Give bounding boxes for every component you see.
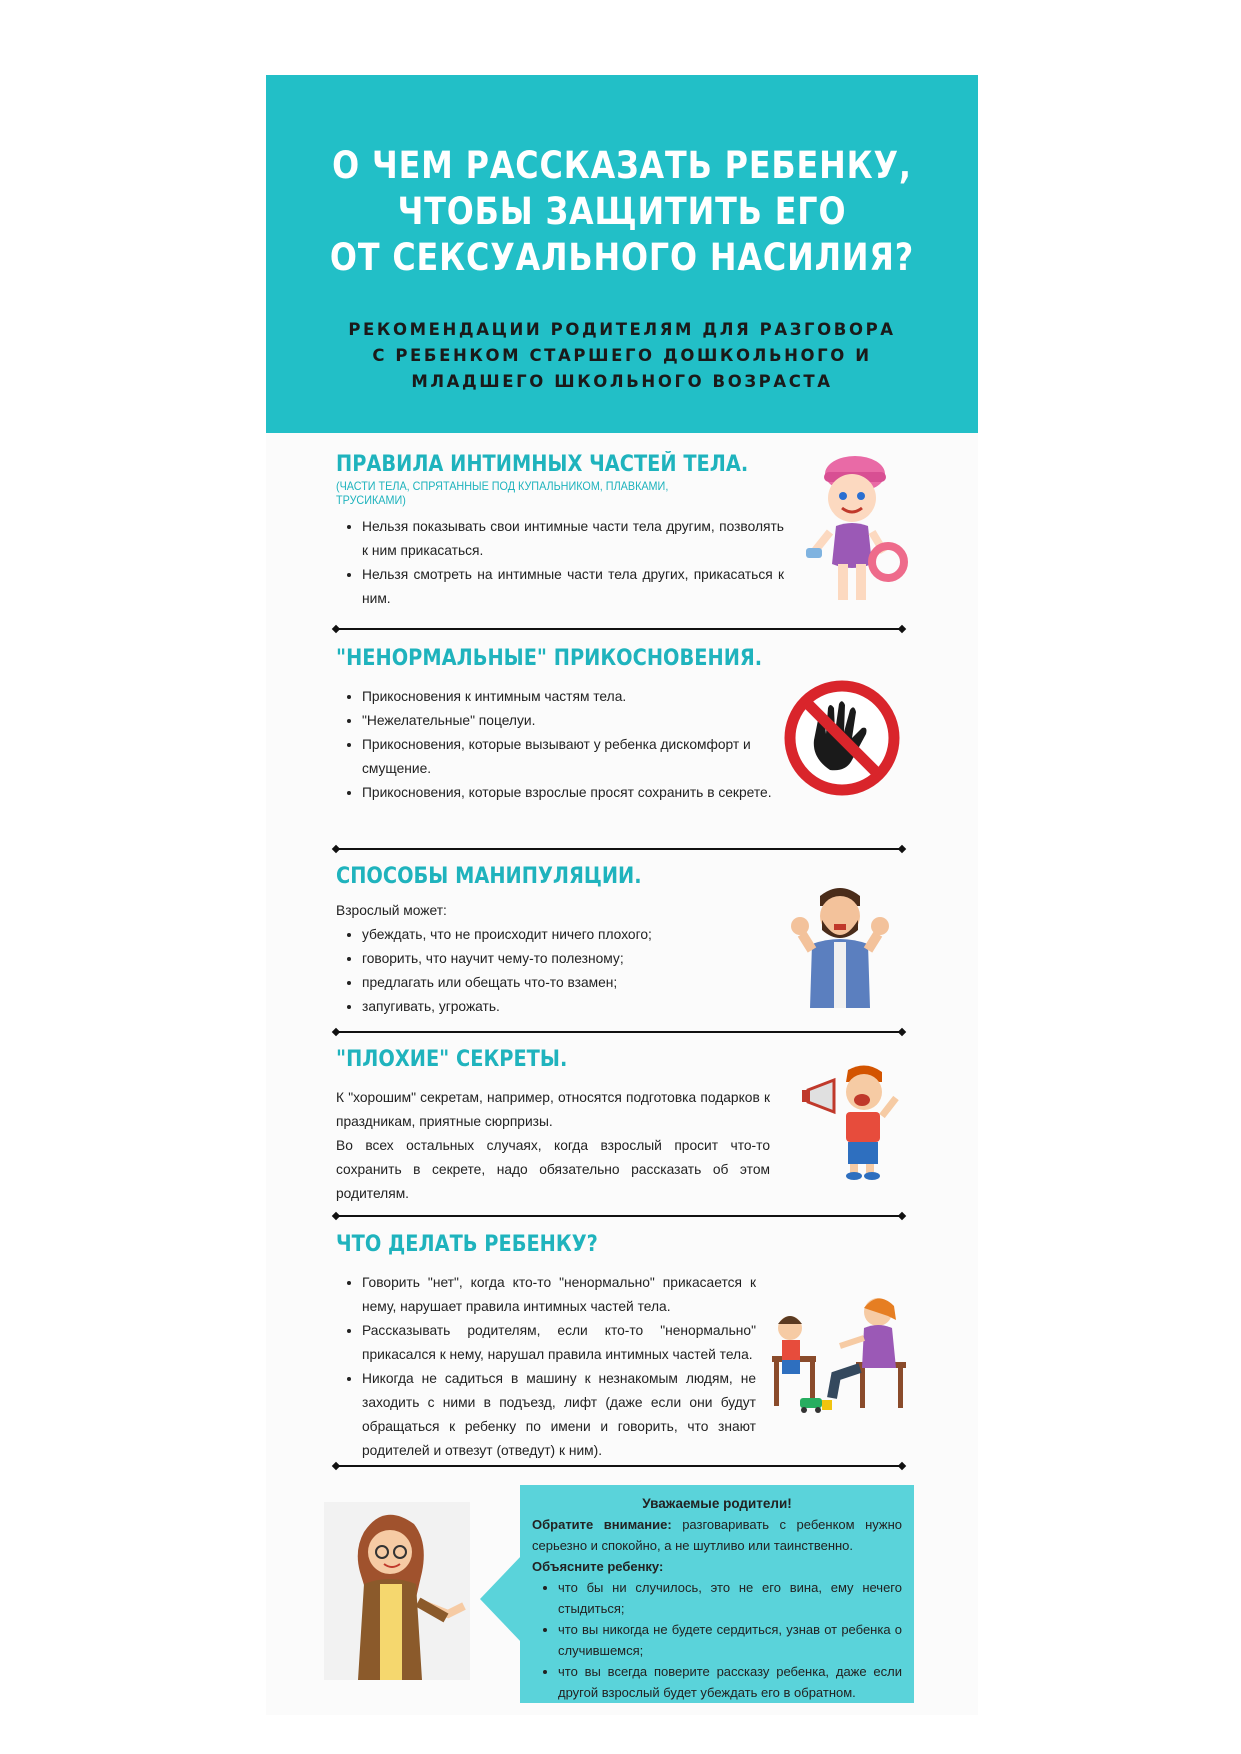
list-item: • предлагать или обещать что-то взамен; bbox=[362, 971, 784, 995]
subtitle-line: РЕКОМЕНДАЦИИ РОДИТЕЛЯМ ДЛЯ РАЗГОВОРА bbox=[348, 320, 896, 339]
callout-attention-label: Обратите внимание: bbox=[532, 1517, 672, 1532]
list-item: • убеждать, что не происходит ничего плохого; bbox=[362, 923, 784, 947]
callout-explain-label-text: Объясните ребенку: bbox=[532, 1559, 664, 1574]
section-note: (ЧАСТИ ТЕЛА, СПРЯТАННЫЕ ПОД КУПАЛЬНИКОМ, ПЛАВКАМИ, ТРУСИКАМИ) bbox=[336, 479, 669, 507]
section-list bbox=[336, 923, 784, 1019]
teacher-woman-icon bbox=[324, 1502, 470, 1680]
list-item: • Нельзя смотреть на интимные части тела других, прикасаться к ним. bbox=[362, 563, 784, 611]
section-intro: Взрослый может: bbox=[336, 903, 447, 918]
section-divider bbox=[336, 1215, 902, 1217]
title-line: ОТ СЕКСУАЛЬНОГО НАСИЛИЯ? bbox=[329, 236, 915, 279]
subtitle-line: С РЕБЕНКОМ СТАРШЕГО ДОШКОЛЬНОГО И bbox=[372, 346, 872, 365]
section-title: "НЕНОРМАЛЬНЫЕ" ПРИКОСНОВЕНИЯ. bbox=[336, 646, 763, 671]
list-item: • Нельзя показывать свои интимные части тела другим, позволять к ним прикасаться. bbox=[362, 515, 784, 563]
page-subtitle bbox=[266, 317, 978, 395]
section-divider bbox=[336, 1031, 902, 1033]
section-list bbox=[336, 515, 784, 611]
list-item: • Рассказывать родителям, если кто-то "ненормально" прикасался к нему, нарушал правила интимных частей тела. bbox=[362, 1319, 756, 1367]
section-body-parts-rules bbox=[336, 452, 784, 611]
callout-pointer bbox=[480, 1555, 522, 1643]
title-line: О ЧЕМ РАССКАЗАТЬ РЕБЕНКУ, bbox=[332, 144, 912, 187]
section-title: "ПЛОХИЕ" СЕКРЕТЫ. bbox=[336, 1047, 568, 1072]
list-item: • что вы всегда поверите рассказу ребенка, даже если другой взрослый будет убеждать его в обратном. bbox=[558, 1661, 902, 1703]
section-what-child-does bbox=[336, 1232, 756, 1463]
mother-and-child-icon bbox=[760, 1290, 910, 1420]
callout-explain-label bbox=[532, 1556, 902, 1577]
list-item: • Прикосновения, которые взрослые просят сохранить в секрете. bbox=[362, 781, 784, 805]
parents-callout bbox=[520, 1485, 914, 1703]
section-list bbox=[336, 685, 784, 805]
header-banner bbox=[266, 75, 978, 433]
list-item: • Прикосновения, которые вызывают у ребенка дискомфорт и смущение. bbox=[362, 733, 784, 781]
section-paragraph: Во всех остальных случаях, когда взрослый просит что-то сохранить в секрете, надо обязательно рассказать об этом родителям. bbox=[336, 1138, 770, 1201]
section-title: ПРАВИЛА ИНТИМНЫХ ЧАСТЕЙ ТЕЛА. bbox=[336, 452, 749, 477]
section-abnormal-touches bbox=[336, 646, 784, 805]
callout-list bbox=[532, 1577, 902, 1703]
list-item: • что вы никогда не будете сердиться, узнав от ребенка о случившемся; bbox=[558, 1619, 902, 1661]
angry-man-icon bbox=[790, 880, 890, 1010]
callout-attention bbox=[532, 1514, 902, 1556]
section-list bbox=[336, 1271, 756, 1463]
section-bad-secrets bbox=[336, 1047, 770, 1206]
section-divider bbox=[336, 628, 902, 630]
list-item: • Никогда не садиться в машину к незнакомым людям, не заходить с ними в подъезд, лифт (даже если они будут обращаться к ребенку по имени и говорить, что знают родителей и отвезут (отведут) к ним). bbox=[362, 1367, 756, 1463]
section-divider bbox=[336, 1465, 902, 1467]
list-item: • "Нежелательные" поцелуи. bbox=[362, 709, 784, 733]
list-item: • говорить, что научит чему-то полезному; bbox=[362, 947, 784, 971]
section-manipulation bbox=[336, 864, 784, 1019]
shouting-boy-icon bbox=[800, 1060, 910, 1184]
page-title bbox=[316, 143, 928, 281]
title-line: ЧТОБЫ ЗАЩИТИТЬ ЕГО bbox=[397, 190, 847, 233]
list-item: • Говорить "нет", когда кто-то "ненормально" прикасается к нему, нарушает правила интимных частей тела. bbox=[362, 1271, 756, 1319]
callout-title: Уважаемые родители! bbox=[642, 1496, 792, 1511]
section-title: ЧТО ДЕЛАТЬ РЕБЕНКУ? bbox=[336, 1232, 598, 1257]
list-item: • Прикосновения к интимным частям тела. bbox=[362, 685, 784, 709]
section-divider bbox=[336, 848, 902, 850]
callout-attention-text: разговаривать с ребенком нужно серьезно и спокойно, а не шутливо или таинственно. bbox=[532, 1517, 902, 1553]
stop-hand-icon bbox=[782, 678, 902, 798]
list-item: • запугивать, угрожать. bbox=[362, 995, 784, 1019]
subtitle-line: МЛАДШЕГО ШКОЛЬНОГО ВОЗРАСТА bbox=[411, 372, 833, 391]
section-paragraph: К "хорошим" секретам, например, относятся подготовка подарков к праздникам, приятные сюрпризы. bbox=[336, 1090, 770, 1129]
list-item: • что бы ни случилось, это не его вина, ему нечего стыдиться; bbox=[558, 1577, 902, 1619]
swimsuit-girl-icon bbox=[800, 452, 910, 612]
section-title: СПОСОБЫ МАНИПУЛЯЦИИ. bbox=[336, 864, 642, 889]
